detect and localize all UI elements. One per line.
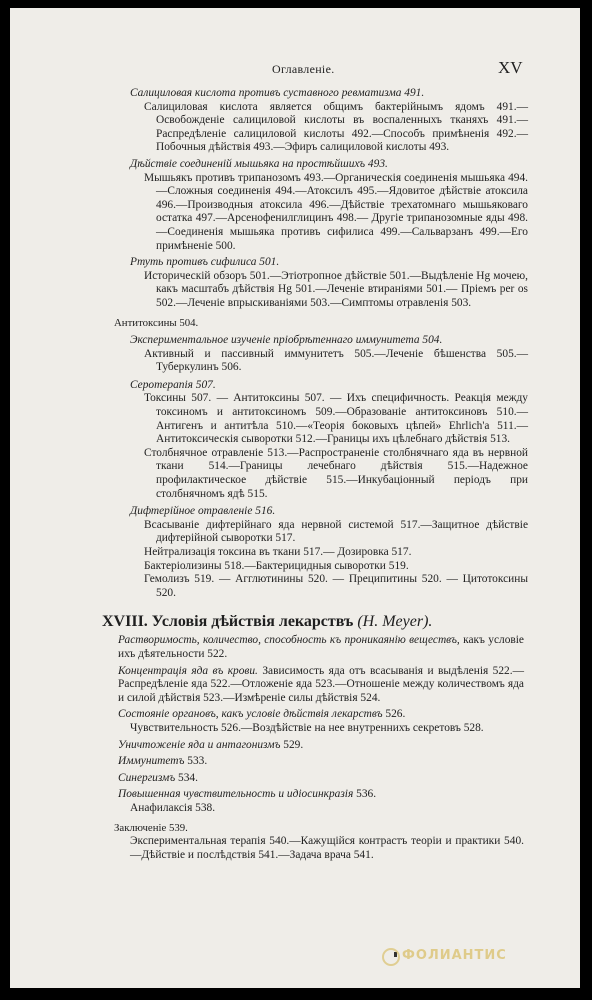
- toc-item: Столбнячное отравленіе 513.—Распространеніе столбнячнаго яда въ нервной ткани 514.—Границы лечебнаго дѣйствія 515.—Надежное профилактическое дѣйствіе 515.—Инкубаціонный періодъ при столбнячномъ ядѣ 515.: [144, 446, 528, 500]
- section-title: Состояніе органовъ, какъ условіе дѣйствія лекарствъ: [118, 708, 383, 721]
- section-text: 533.: [184, 755, 208, 768]
- watermark-logo-icon: [382, 948, 400, 966]
- toc-item: Нейтрализація токсина въ ткани 517.— Дозировка 517.: [144, 546, 412, 558]
- toc-section: [10, 708, 580, 722]
- section-text: 529.: [280, 738, 304, 751]
- toc-section: Дѣйствіе соединеній мышьяка на простѣйшихъ 493.: [130, 157, 388, 170]
- section-text: 526.: [382, 708, 406, 721]
- section-title: Синергизмъ: [118, 771, 176, 784]
- toc-item: Салициловая кислота является общимъ бактерійнымъ ядомъ 491.— Освобожденіе салициловой кислоты въ воспаленныхъ тканяхъ 491.— Распредѣленіе салициловой кислоты 492.—Способъ примѣненія 492.— Побочныя дѣйствія 493.—Эфиръ салициловой кислоты 493.: [144, 100, 528, 154]
- chapter-author: (H. Meyer).: [357, 613, 433, 631]
- running-header: [10, 58, 580, 82]
- watermark: ФОЛИАНТИС: [402, 948, 507, 963]
- toc-item: Экспериментальная терапія 540.—Кажущійся контрастъ теоріи и практики 540.—Дѣйствіе и послѣдствія 541.—Задача врача 541.: [130, 835, 524, 861]
- section-title: Иммунитетъ: [118, 755, 185, 768]
- book-page: [10, 8, 580, 988]
- toc-item: Бактеріолизины 518.—Бактерицидныя сыворотки 519.: [144, 559, 409, 572]
- page-number: XV: [498, 58, 523, 77]
- chapter-number: XVIII.: [102, 613, 148, 631]
- section-text: 536.: [353, 788, 377, 801]
- toc-item: Всасываніе дифтерійнаго яда нервной системой 517.—Защитное дѣйствіе дифтерійной сыворотки 517.: [144, 518, 528, 545]
- toc-item: Активный и пассивный иммунитетъ 505.—Леченіе бѣшенства 505.— Туберкулинъ 506.: [144, 347, 528, 374]
- toc-heading: Заключеніе 539.: [114, 821, 188, 834]
- section-text: какъ условіе ихъ дѣятельности 522.: [118, 634, 524, 660]
- toc-subsection: Дифтерійное отравленіе 516.: [130, 505, 276, 518]
- toc-section: [10, 634, 580, 661]
- header-title: Оглавленіе.: [272, 62, 335, 76]
- toc-section: Ртуть противъ сифилиса 501.: [130, 256, 280, 269]
- toc-item: Мышьякъ противъ трипанозомъ 493.—Органическія соединенія мышьяка 494.—Сложныя соединенія 494.—Атоксилъ 495.—Ядовитое дѣйствіе атоксила 496.—Производныя атоксила 496.—Дѣйствіе трехатомнаго мышьяковаго остатка 497.—Арсенофенилглицинъ 498.— Другіе трипанозомные яды 498.—Соединенія мышьяка противъ сифилиса 499.—Сальварзанъ 499.—Его примѣненіе 500.: [144, 171, 528, 252]
- section-title: Растворимость, количество, способность къ проникаянію веществъ,: [118, 634, 460, 647]
- toc-section: [10, 772, 580, 786]
- toc-section: [10, 788, 580, 802]
- toc-section: Салициловая кислота противъ суставного ревматизма 491.: [130, 87, 425, 99]
- chapter-heading: [10, 612, 580, 631]
- toc-item: Историческій обзоръ 501.—Этіотропное дѣйствіе 501.—Выдѣленіе Hg мочею, какъ масштабъ дѣйствія Hg 501.—Леченіе втираніями 501.— Пріемъ per os 502.—Леченіе впрыскиваніями 503.—Симптомы отравленія 503.: [144, 269, 528, 309]
- toc-section: [10, 739, 580, 753]
- chapter-title: Условія дѣйствія лекарствъ: [151, 613, 354, 631]
- toc-item: Гемолизъ 519. — Агглютинины 520. — Преципитины 520. — Цитотоксины 520.: [144, 573, 528, 599]
- section-title: Концентрація яда въ крови.: [118, 664, 258, 677]
- toc-section: [10, 665, 580, 706]
- section-title: Повышенная чувствительность и идіосинкразія: [118, 788, 354, 801]
- section-title: Уничтоженіе яда и антагонизмъ: [118, 738, 281, 751]
- toc-heading: Антитоксины 504.: [114, 316, 199, 329]
- toc-item: Чувствительность 526.—Воздѣйствіе на нее внутреннихъ секретовъ 528.: [130, 721, 484, 734]
- toc-item: Токсины 507. — Антитоксины 507. — Ихъ специфичность. Реакція между токсиномъ и антитоксиномъ 509.—Образованіе антитоксиновъ 510.—Антигенъ и антитѣла 510.—«Теорія боковыхъ цѣпей» Ehrlich'а 511.—Антитоксическія сыворотки 512.—Границы ихъ цѣлебнаго дѣйствія 513.: [144, 392, 528, 446]
- toc-subsection: Серотерапія 507.: [130, 378, 216, 391]
- section-text: 534.: [175, 771, 198, 784]
- toc-section: [10, 755, 580, 769]
- section-text: Зависимость яда отъ всасыванія и выдѣленія 522.—Распредѣленіе яда 522.—Отложеніе яда 523.—Отношеніе между количествомъ яда и силой дѣйствія 523.—Измѣреніе силы дѣйствія 524.: [118, 664, 524, 704]
- toc-item: Анафилаксія 538.: [130, 801, 216, 814]
- table-of-contents: [10, 84, 580, 862]
- toc-subsection: Экспериментальное изученіе пріобрѣтеннаго иммунитета 504.: [130, 334, 443, 347]
